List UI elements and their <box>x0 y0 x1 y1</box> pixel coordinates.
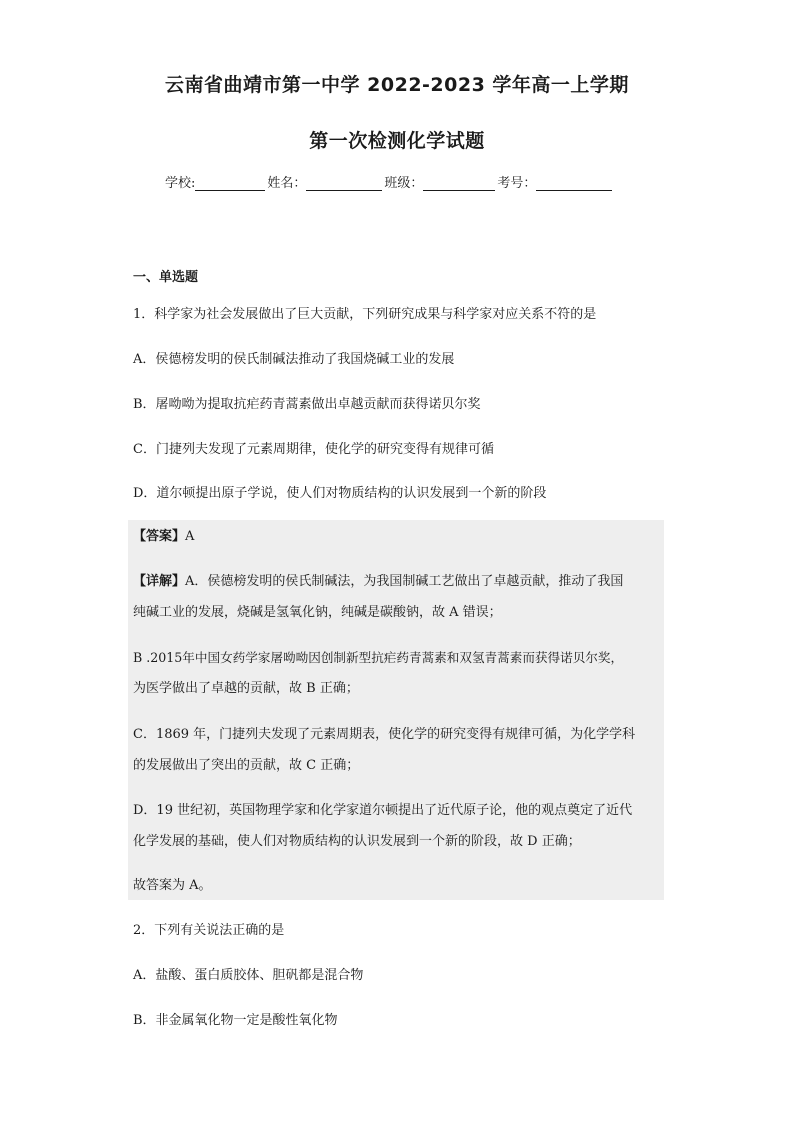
question-1-option-a: A．侯德榜发明的侯氏制碱法推动了我国烧碱工业的发展 <box>133 352 455 367</box>
detail-a-text-1: A．侯德榜发明的侯氏制碱法，为我国制碱工艺做出了卓越贡献，推动了我国 <box>185 574 624 589</box>
detail-tag: 【详解】 <box>133 574 186 589</box>
question-2-stem: 2．下列有关说法正确的是 <box>133 923 285 938</box>
exam-no-label: 考号： <box>497 176 537 191</box>
name-blank <box>306 176 382 191</box>
class-blank <box>423 176 495 191</box>
question-1-option-c: C．门捷列夫发现了元素周期律，使化学的研究变得有规律可循 <box>133 442 494 457</box>
student-info-row <box>165 172 614 191</box>
question-1-conclusion: 故答案为 A。 <box>133 878 212 893</box>
question-1-detail-c-line1: C．1869 年，门捷列夫发现了元素周期表，使化学的研究变得有规律可循，为化学学科 <box>133 727 636 742</box>
question-2-option-a: A．盐酸、蛋白质胶体、胆矾都是混合物 <box>133 968 364 983</box>
document-title-line1: 云南省曲靖市第一中学 2022-2023 学年高一上学期 <box>165 74 629 96</box>
section-heading-single-choice: 一、单选题 <box>133 270 199 285</box>
school-blank <box>195 176 265 191</box>
class-label: 班级： <box>384 176 424 191</box>
question-1-stem: 1．科学家为社会发展做出了巨大贡献，下列研究成果与科学家对应关系不符的是 <box>133 307 597 322</box>
answer-value: A <box>185 529 195 544</box>
school-label: 学校: <box>165 176 196 191</box>
answer-tag: 【答案】 <box>133 529 186 544</box>
question-1-detail-c-line2: 的发展做出了突出的贡献，故 C 正确； <box>133 758 360 773</box>
question-1-option-d: D．道尔顿提出原子学说，使人们对物质结构的认识发展到一个新的阶段 <box>133 486 547 501</box>
document-title-line2: 第一次检测化学试题 <box>309 130 485 152</box>
name-label: 姓名： <box>267 176 307 191</box>
question-1-detail-a-line2: 纯碱工业的发展，烧碱是氢氧化钠，纯碱是碳酸钠，故 A 错误； <box>133 605 502 620</box>
question-1-option-b: B．屠呦呦为提取抗疟药青蒿素做出卓越贡献而获得诺贝尔奖 <box>133 397 481 412</box>
question-1-detail-d-line2: 化学发展的基础，使人们对物质结构的认识发展到一个新的阶段，故 D 正确； <box>133 834 581 849</box>
exam-no-blank <box>536 176 612 191</box>
question-2-option-b: B．非金属氧化物一定是酸性氧化物 <box>133 1013 338 1028</box>
question-1-detail-b-line2: 为医学做出了卓越的贡献，故 B 正确； <box>133 681 359 696</box>
question-1-detail-a-line1 <box>133 573 623 591</box>
question-1-detail-d-line1: D．19 世纪初，英国物理学家和化学家道尔顿提出了近代原子论，他的观点奠定了近代 <box>133 803 633 818</box>
question-1-answer <box>133 528 194 546</box>
question-1-detail-b-line1: B .2015年中国女药学家屠呦呦因创制新型抗疟药青蒿素和双氢青蒿素而获得诺贝尔奖， <box>133 650 624 665</box>
